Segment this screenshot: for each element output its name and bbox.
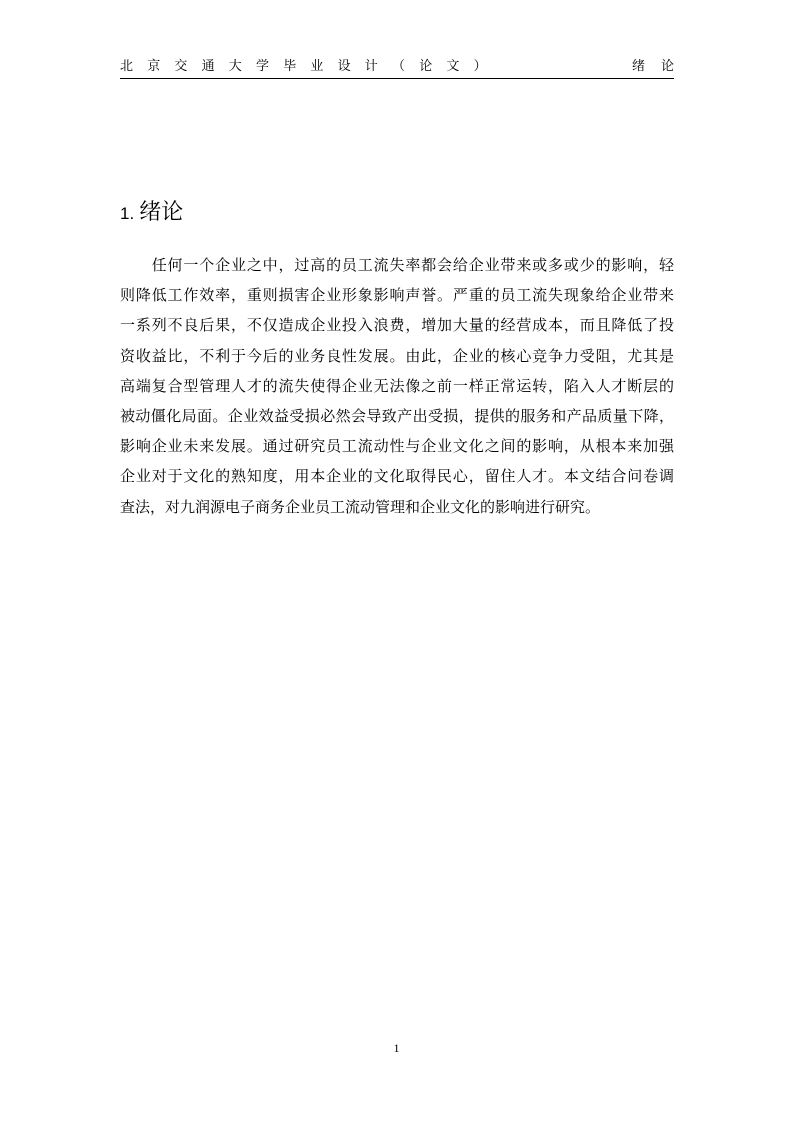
paragraph-line: 任何一个企业之中，过高的员工流失率都会给企业带来或多或少的影响，轻: [120, 256, 674, 274]
paragraph-line: 资收益比，不利于今后的业务良性发展。由此，企业的核心竞争力受阻，尤其是: [120, 346, 674, 365]
section-heading: [120, 196, 183, 231]
paragraph-line: 一系列不良后果，不仅造成企业投入浪费，增加大量的经营成本，而且降低了投: [120, 316, 674, 335]
header-chapter-title: 绪论: [631, 59, 690, 74]
section-number: 1.: [120, 204, 135, 223]
header-document-title: 北京交通大学毕业设计（论文）: [120, 59, 501, 74]
paragraph-line: 企业对于文化的熟知度，用本企业的文化取得民心，留住人才。本文结合问卷调: [120, 467, 674, 486]
section-title: 绪论: [139, 200, 184, 225]
paragraph-line: 高端复合型管理人才的流失使得企业无法像之前一样正常运转，陷入人才断层的: [120, 376, 674, 395]
page-number: 1: [393, 1041, 400, 1055]
paragraph-line: 则降低工作效率，重则损害企业形象影响声誉。严重的员工流失现象给企业带来: [120, 286, 674, 305]
page-header: [120, 56, 690, 79]
paragraph-line: 被动僵化局面。企业效益受损必然会导致产出受损，提供的服务和产品质量下降，: [120, 406, 674, 425]
paragraph-line: 查法，对九润源电子商务企业员工流动管理和企业文化的影响进行研究。: [120, 497, 601, 516]
paragraph-line: 影响企业未来发展。通过研究员工流动性与企业文化之间的影响，从根本来加强: [120, 437, 674, 456]
body-paragraph: [120, 250, 674, 522]
